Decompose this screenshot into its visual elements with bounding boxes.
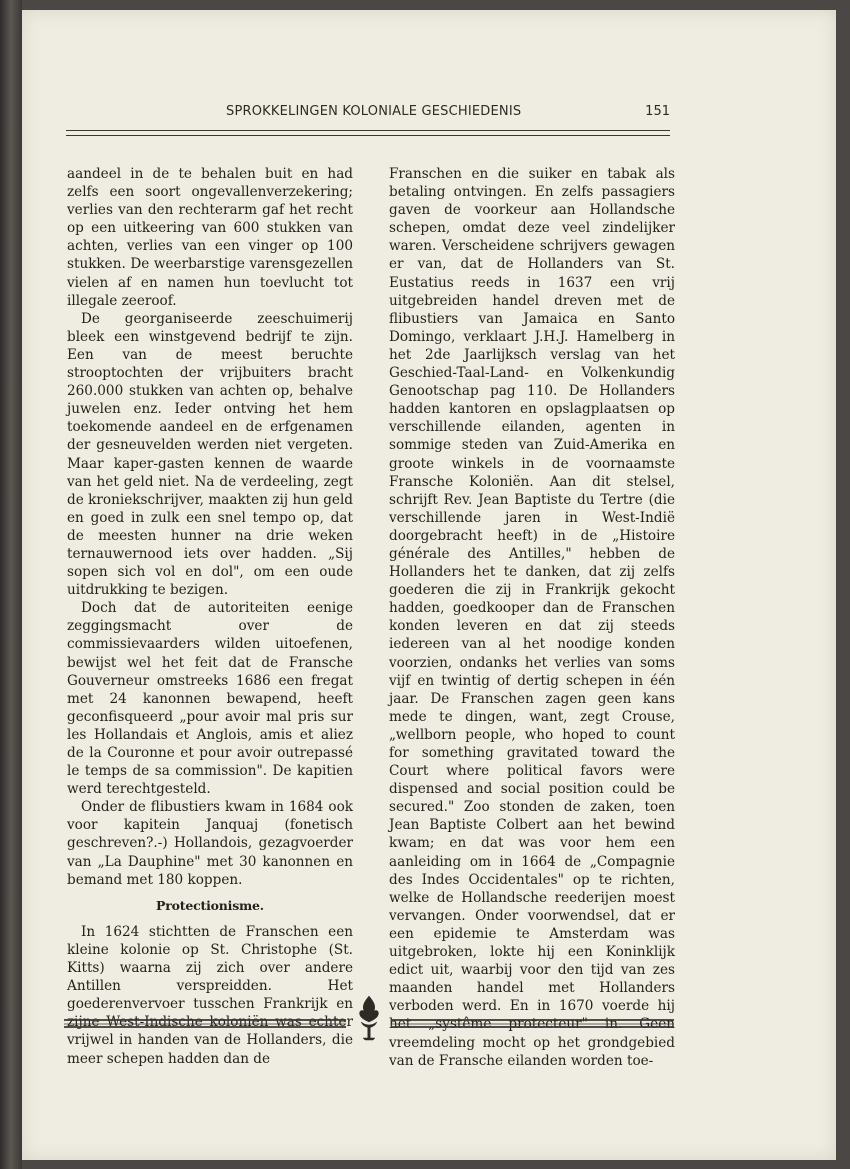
- running-header-title: SPROKKELINGEN KOLONIALE GESCHIEDENIS: [226, 104, 522, 119]
- footer-rules-right: [392, 1020, 674, 1027]
- right-paragraph-1: Franschen en die suiker en tabak als betaling ontvingen. En zelfs passagiers gaven de voorkeur aan Hollandsche schepen, omdat deze veel zindelijker waren. Verscheidene schrijvers gewagen er van, dat de Hollanders van St. Eustatius reeds in 1637 een vrij uitgebreiden handel dreven met de flibustiers van Jamaica en Santo Domingo, verklaart J.H.J. Hamelberg in het 2de Jaarlijksch verslag van het Geschied-Taal-Land- en Volkenkundig Genootschap pag 110. De Hollanders hadden kantoren en opslagplaatsen op verschillende eilanden, agenten in sommige steden van Zuid-Amerika en groote winkels in de voornaamste Fransche Koloniën. Aan dit stelsel, schrijft Rev. Jean Baptiste du Tertre (die verschillende jaren in West-Indië doorgebracht heeft) in de „Histoire générale des Antilles," hebben de Hollanders het te danken, dat zij zelfs goederen die zij in Frankrijk gekocht hadden, goedkooper dan de Franschen konden leveren en dat zij steeds iedereen van al het noodige konden voorzien, ondanks het verlies van soms vijf en twintig of dertig schepen in één jaar. De Franschen zagen geen kans mede te dingen, want, zegt Crouse, „wellborn people, who hoped to count for something gravitated toward the Court where political favors were dispensed and social position could be secured." Zoo stonden de zaken, toen Jean Baptiste Colbert aan het bewind kwam; en dat was voor hem een aanleiding om in 1664 de „Compagnie des Indes Occidentales" op te richten, welke de Hollandsche reederijen moest vervangen. Onder voorwendsel, dat er een epidemie te Amsterdam was uitgebroken, lokte hij een Koninklijk edict uit, waarbij voor den tijd van zes maanden handel met Hollanders verboden werd. En in 1670 voerde hij het „systême protecteur" in. Geen vreemdeling mocht op het grondgebied van de Fransche eilanden worden toe-: [389, 166, 675, 1069]
- running-header: [66, 104, 670, 124]
- left-paragraph-1: aandeel in de te behalen buit en had zelfs een soort ongevallenverzekering; verlies van den rechterarm gaf het recht op een uitkeering van 600 stukken van achten, verlies van een vinger op 100 stukken. De weerbarstige varensgezellen vielen af en namen hun toevlucht tot illegale zeeroof.: [67, 166, 353, 309]
- footer-ornament: [64, 992, 674, 1042]
- header-rule-thick: [66, 130, 670, 131]
- footer-rules-left: [64, 1020, 346, 1027]
- right-column: [389, 165, 675, 1069]
- left-paragraph-3: Doch dat de autoriteiten eenige zeggingsmacht over de commissievaarders wilden uitoefenen, bewijst wel het feit dat de Fransche Gouverneur omstreeks 1686 een fregat met 24 kanonnen bewapend, heeft geconfisqueerd „pour avoir mal pris sur les Hollandais et Anglois, amis et aliez de la Couronne et pour avoir outrepassé le temps de sa commission". De kapitien werd terechtgesteld.: [67, 600, 353, 798]
- left-paragraph-4: Onder de flibustiers kwam in 1684 ook voor kapitein Janquaj (fonetisch geschreven?.-) Hollandois, gezagvoerder van „La Dauphine" met 30 kanonnen en bemand met 180 koppen.: [67, 799, 353, 888]
- left-paragraph-5: In 1624 stichtten de Franschen een kleine kolonie op St. Christophe (St. Kitts) waarna zij zich over andere Antillen verspreidden. Het goederenvervoer tusschen Frankrijk en zijne West-Indische koloniën was echter vrijwel in handen van de Hollanders, die meer schepen hadden dan de: [67, 923, 353, 1067]
- left-paragraph-2: De georganiseerde zeeschuimerij bleek een winstgevend bedrijf te zijn. Een van de meest beruchte strooptochten der vrijbuiters bracht 260.000 stukken van achten op, behalve juwelen enz. Ieder ontving het hem toekomende aandeel en de erfgenamen der gesneuvelden werden niet vergeten. Maar kaper-gasten kennen de waarde van het geld niet. Na de verdeeling, zegt de kroniekschrijver, maakten zij hun geld en goed in zulk een snel tempo op, dat de meesten hunner na drie weken ternauwernood iets over hadden. „Sij sopen sich vol en dol", om een oude uitdrukking te bezigen.: [67, 310, 353, 599]
- left-column: [67, 165, 353, 1067]
- torch-ornament-icon: [360, 996, 379, 1040]
- page-number: 151: [645, 104, 670, 119]
- book-spine: [0, 0, 22, 1169]
- header-rule-thin: [66, 135, 670, 136]
- section-heading: Protectionisme.: [156, 897, 264, 913]
